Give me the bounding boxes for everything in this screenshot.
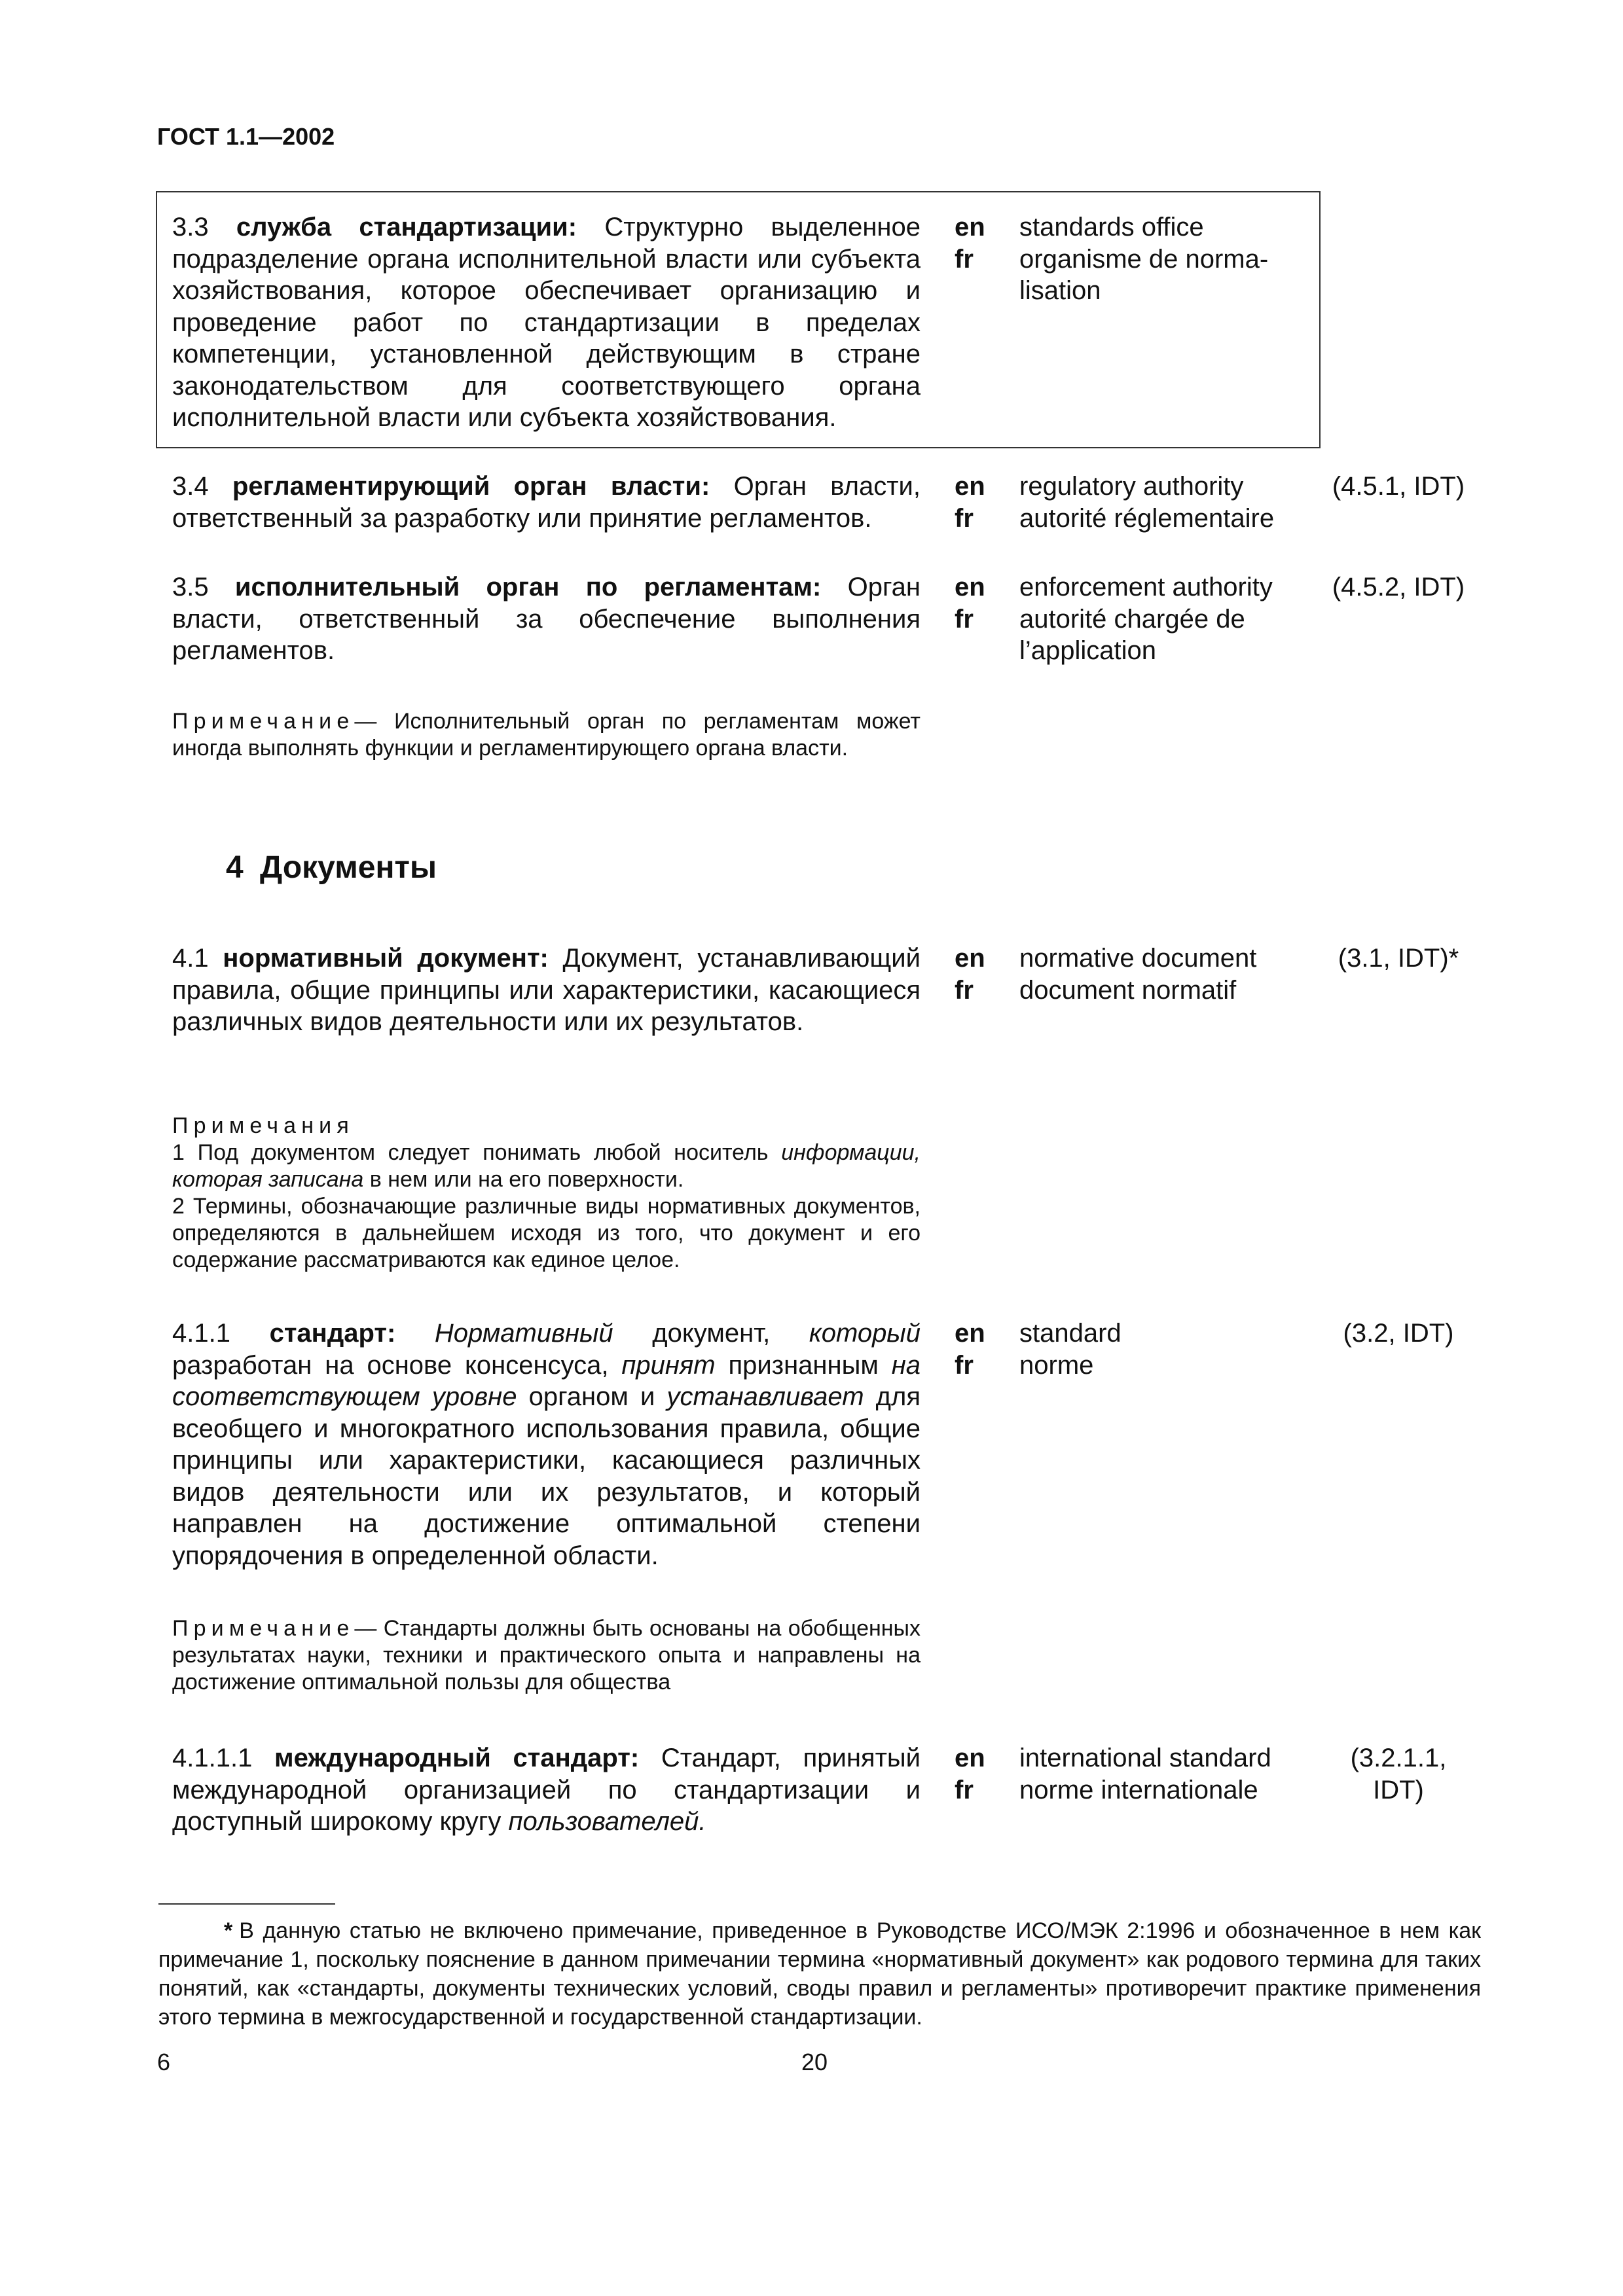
footnote-mark: * <box>224 1918 233 1943</box>
entry-definition-text: Орган власти, ответственный за обеспечение выполнения регламентов. <box>172 573 921 665</box>
notes-label: Примечания <box>172 1113 354 1138</box>
reference-line-1: (3.2.1.1, <box>1350 1744 1447 1772</box>
entry-4-1-notes <box>172 1113 921 1274</box>
entry-term: служба стандартизации: <box>236 213 577 242</box>
en-equivalent: enforcement authority <box>1019 573 1273 601</box>
footnote-separator <box>158 1903 335 1905</box>
note-label: Примечание <box>172 709 355 734</box>
fr-equivalent: organisme de norma- <box>1019 244 1269 274</box>
fr-equivalent-cont: lisation <box>1019 276 1101 305</box>
definition-italic: который <box>809 1319 921 1348</box>
fr-equivalent: norme internationale <box>1019 1775 1258 1804</box>
note-text: — Исполнительный орган по регламентам может иногда выполнять функции и регламентирующего органа власти. <box>172 709 921 761</box>
entry-4-1-1-1-equivalents <box>1019 1742 1271 1806</box>
section-heading <box>226 850 437 886</box>
fr-equivalent: document normatif <box>1019 975 1237 1005</box>
lang-fr-code: fr <box>955 1350 974 1380</box>
section-number: 4 <box>226 850 244 885</box>
footnote-text: В данную статью не включено примечание, приведенное в Руководстве ИСО/МЭК 2:1996 и обозначенное в нем как примечание 1, поскольку пояснение в данном примечании термина «нормативный документ» как родового термина для таких понятий, как «стандарты, документы технических условий, своды правил и регламенты» противоречит практике применения этого термина в межгосударственной и государственной стандартизации. <box>158 1918 1481 2030</box>
en-equivalent: standard <box>1019 1319 1122 1348</box>
lang-en-code: en <box>955 573 985 601</box>
entry-3-5-definition <box>172 571 921 667</box>
entry-number: 4.1.1.1 <box>172 1744 253 1772</box>
entry-3-5-lang-codes <box>955 571 985 635</box>
entry-number: 3.5 <box>172 573 209 601</box>
document-header: ГОСТ 1.1—2002 <box>157 123 335 150</box>
en-equivalent: regulatory authority <box>1019 472 1244 501</box>
entry-4-1-1-equivalents <box>1019 1318 1122 1381</box>
entry-4-1-lang-codes <box>955 942 985 1006</box>
entry-3-4-reference: (4.5.1, IDT) <box>1332 472 1465 501</box>
entry-4-1-1-note <box>172 1615 921 1696</box>
lang-en-code: en <box>955 944 985 973</box>
definition-italic: пользователей. <box>508 1807 706 1836</box>
entry-4-1-1-1-definition <box>172 1742 921 1838</box>
lang-en-code: en <box>955 1319 985 1348</box>
definition-text: органом и <box>517 1382 667 1411</box>
page-number: 6 <box>157 2049 171 2075</box>
entry-3-3-definition <box>172 211 921 434</box>
note-text: — Стандарты должны быть основаны на обобщенных результатах науки, техники и практического опыта и направлены на достижение оптимальной пользы для общества <box>172 1616 921 1695</box>
entry-term: исполнительный орган по регламентам: <box>234 573 822 601</box>
fr-equivalent: autorité chargée de <box>1019 604 1245 634</box>
en-equivalent: international standard <box>1019 1744 1271 1772</box>
entry-4-1-1-lang-codes <box>955 1318 985 1381</box>
entry-3-3-equivalents <box>1019 211 1268 307</box>
lang-fr-code: fr <box>955 604 974 634</box>
entry-3-4-lang-codes <box>955 471 985 534</box>
entry-number: 4.1.1 <box>172 1319 230 1348</box>
note-1-rest: в нем или на его поверхности. <box>363 1167 684 1192</box>
definition-text: признанным <box>715 1350 892 1380</box>
en-equivalent: standards office <box>1019 213 1204 242</box>
lang-fr-code: fr <box>955 1775 974 1804</box>
lang-fr-code: fr <box>955 244 974 274</box>
entry-3-4-definition <box>172 471 921 534</box>
entry-definition-text: Структурно выделенное подразделение органа исполнительной власти или субъекта хозяйствования, которое обеспечивает организацию и проведение работ по стандартизации в пределах компетенции, установленной действующим в стране законодательством для соответствующего органа исполнительной власти или субъекта хозяйствования. <box>172 213 921 432</box>
entry-term: стандарт: <box>269 1319 396 1348</box>
fr-equivalent: autorité réglementaire <box>1019 503 1275 533</box>
lang-fr-code: fr <box>955 503 974 533</box>
entry-4-1-equivalents <box>1019 942 1256 1006</box>
entry-3-3-lang-codes <box>955 211 985 275</box>
entry-3-5-reference: (4.5.2, IDT) <box>1332 573 1465 601</box>
entry-4-1-definition <box>172 942 921 1038</box>
entry-number: 3.4 <box>172 472 209 501</box>
lang-fr-code: fr <box>955 975 974 1005</box>
entry-definition-text: Орган власти, ответственный за разработку или принятие регламентов. <box>172 472 921 533</box>
lang-en-code: en <box>955 472 985 501</box>
definition-text: разработан на основе консенсуса, <box>172 1350 622 1380</box>
footnote <box>158 1916 1481 2032</box>
entry-3-5-note <box>172 708 921 762</box>
entry-number: 4.1 <box>172 944 209 973</box>
lang-en-code: en <box>955 213 985 242</box>
entry-number: 3.3 <box>172 213 209 242</box>
entry-4-1-1-1-lang-codes <box>955 1742 985 1806</box>
note-label: Примечание <box>172 1616 355 1641</box>
fr-equivalent-cont: l’application <box>1019 636 1157 665</box>
page-number-center: 20 <box>801 2049 828 2075</box>
note-1-text: 1 Под документом следует понимать любой носитель <box>172 1140 769 1165</box>
entry-4-1-1-1-reference <box>1326 1742 1470 1806</box>
definition-italic: на соответствующем уровне <box>172 1350 921 1411</box>
definition-italic: устанавливает <box>666 1382 864 1411</box>
en-equivalent: normative document <box>1019 944 1257 973</box>
entry-term: нормативный документ: <box>223 944 549 973</box>
note-2: 2 Термины, обозначающие различные виды нормативных документов, определяются в дальнейшем исходя из того, что документ и его содержание рассматриваются как единое целое. <box>172 1194 921 1272</box>
entry-3-4-equivalents <box>1019 471 1274 534</box>
entry-4-1-1-definition <box>172 1318 921 1571</box>
entry-4-1-reference: (3.1, IDT)* <box>1338 944 1459 973</box>
lang-en-code: en <box>955 1744 985 1772</box>
definition-italic: принят <box>621 1350 716 1380</box>
section-title: Документы <box>260 850 437 885</box>
entry-definition-text: Документ, устанавливающий правила, общие принципы или характеристики, касающиеся различных видов деятельности или их результатов. <box>172 944 921 1036</box>
fr-equivalent: norme <box>1019 1350 1094 1380</box>
definition-italic: Нормативный <box>434 1319 613 1348</box>
definition-text: документ, <box>613 1319 809 1348</box>
entry-term: регламентирующий орган власти: <box>232 472 710 501</box>
entry-4-1-1-reference: (3.2, IDT) <box>1343 1319 1454 1348</box>
entry-3-5-equivalents <box>1019 571 1273 667</box>
definition-text: для всеобщего и многократного использования правила, общие принципы или характеристики, касающиеся различных видов деятельности или их результатов, и который направлен на достижение оптимальной степени упорядочения в определенной области. <box>172 1382 921 1570</box>
note-1-italic: информации, которая записана <box>172 1140 921 1192</box>
entry-term: международный стандарт: <box>274 1744 640 1772</box>
reference-line-2: IDT) <box>1373 1775 1424 1804</box>
entry-definition-text: Стандарт, принятый международной организацией по стандартизации и доступный широкому кругу <box>172 1744 921 1836</box>
note-1 <box>172 1139 921 1193</box>
